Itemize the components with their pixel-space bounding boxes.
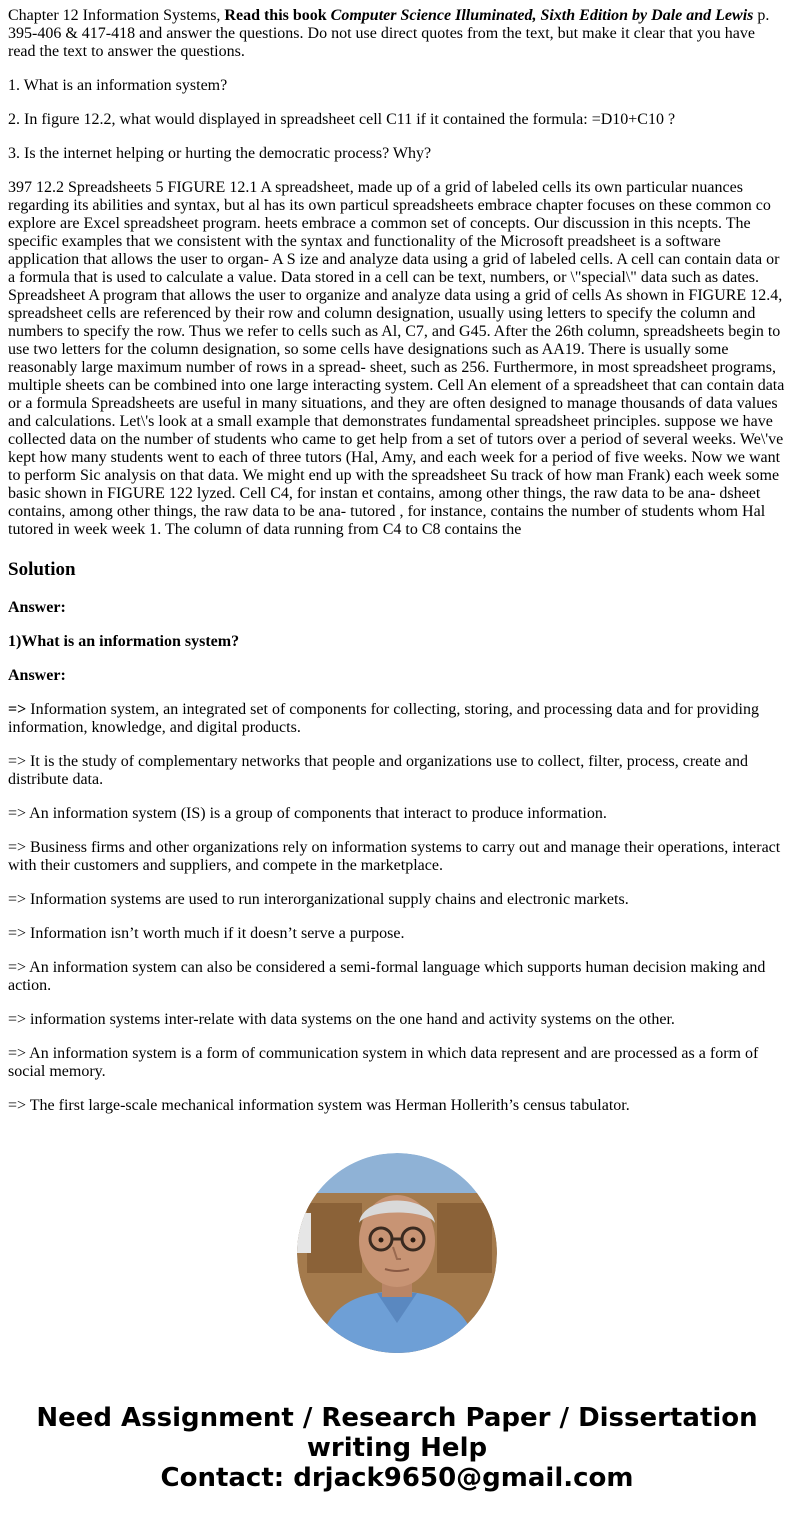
answer-point-9: => An information system is a form of communication system in which data represent and are processed as a form of social memory. <box>8 1045 759 1080</box>
promo-banner <box>8 1403 786 1493</box>
promo-line-2: writing Help <box>306 1433 488 1463</box>
book-title: Computer Science Illuminated, Sixth Edition by Dale and Lewis <box>330 7 754 24</box>
q1-label: 1)What is an information system? <box>8 633 240 650</box>
question-item-3: 3. Is the internet helping or hurting the democratic process? Why? <box>8 145 432 162</box>
answer-point-5: => Information systems are used to run interorganizational supply chains and electronic markets. <box>8 891 629 908</box>
question-item-1: 1. What is an information system? <box>8 77 228 94</box>
answer-point-1 <box>8 701 786 737</box>
author-photo-wrap <box>8 1153 786 1353</box>
intro-prefix: Chapter 12 Information Systems, <box>8 7 225 24</box>
answer-point-3: => An information system (IS) is a group of components that interact to produce information. <box>8 805 607 822</box>
answer-point-8: => information systems inter-relate with data systems on the one hand and activity systems on the other. <box>8 1011 675 1028</box>
question-intro <box>8 7 786 61</box>
answer-point-6: => Information isn’t worth much if it doesn’t serve a purpose. <box>8 925 405 942</box>
intro-bold: Read this book <box>224 7 331 24</box>
answer-label: Answer: <box>8 599 66 616</box>
author-portrait-illustration <box>297 1153 497 1353</box>
promo-contact: Contact: drjack9650@gmail.com <box>160 1463 634 1493</box>
intro-suffix: p. 395-406 & 417-418 and answer the questions. Do not use direct quotes from the text, but make it clear that you have read the text to answer the questions. <box>8 7 770 60</box>
promo-line-1: Need Assignment / Research Paper / Dissertation <box>36 1403 758 1433</box>
arrow-marker: => <box>8 701 27 718</box>
solution-heading: Solution <box>8 559 76 580</box>
answer-label-2: Answer: <box>8 667 66 684</box>
answer-point-4: => Business firms and other organizations rely on information systems to carry out and manage their operations, interact with their customers and suppliers, and compete in the marketplace. <box>8 839 781 874</box>
author-avatar <box>297 1153 497 1353</box>
answer-point-2: => It is the study of complementary networks that people and organizations use to collect, filter, process, create and distribute data. <box>8 753 748 788</box>
answer-point-1-text: Information system, an integrated set of components for collecting, storing, and processing data and for providing information, knowledge, and digital products. <box>8 701 759 736</box>
question-item-2: 2. In figure 12.2, what would displayed in spreadsheet cell C11 if it contained the formula: =D10+C10 ? <box>8 111 676 128</box>
answer-point-7: => An information system can also be considered a semi-formal language which supports human decision making and action. <box>8 959 766 994</box>
textbook-excerpt: 397 12.2 Spreadsheets 5 FIGURE 12.1 A spreadsheet, made up of a grid of labeled cells its own particular nuances regarding its abilities and syntax, but al has its own particul spreadsheets embrace chapter focuses on these common co explore are Excel spreadsheet program. heets embrace a common set of concepts. Our discussion in this ncepts. The specific examples that we consistent with the syntax and functionality of the Microsoft preadsheet is a software application that allows the user to organ- A S ize and analyze data using a grid of labeled cells. A cell can contain data or a formula that is used to calculate a value. Data stored in a cell can be text, numbers, or \"special\" data such as dates. Spreadsheet A program that allows the user to organize and analyze data using a grid of cells As shown in FIGURE 12.4, spreadsheet cells are referenced by their row and column designation, usually using letters to specify the column and numbers to specify the row. Thus we refer to cells such as Al, C7, and G45. After the 26th column, spreadsheets begin to use two letters for the column designation, so some cells have designations such as AA19. There is usually some reasonably large maximum number of rows in a spread- sheet, such as 256. Furthermore, in most spreadsheet programs, multiple sheets can be combined into one large interacting system. Cell An element of a spreadsheet that can contain data or a formula Spreadsheets are useful in many situations, and they are often designed to manage thousands of data values and calculations. Let\'s look at a small example that demonstrates fundamental spreadsheet principles. suppose we have collected data on the number of students who came to get help from a set of tutors over a period of several weeks. We\'ve kept how many students went to each of three tutors (Hal, Amy, and each week for a period of five weeks. Now we want to perform Sic analysis on that data. We might end up with the spreadsheet Su track of how man Frank) each week some basic shown in FIGURE 122 lyzed. Cell C4, for instan et contains, among other things, the raw data to be ana- dsheet contains, among other things, the raw data to be ana- tutored , for instance, contains the number of students whom Hal tutored in week week 1. The column of data running from C4 to C8 contains the <box>8 179 785 538</box>
answer-point-10: => The first large-scale mechanical information system was Herman Hollerith’s census tabulator. <box>8 1097 630 1114</box>
